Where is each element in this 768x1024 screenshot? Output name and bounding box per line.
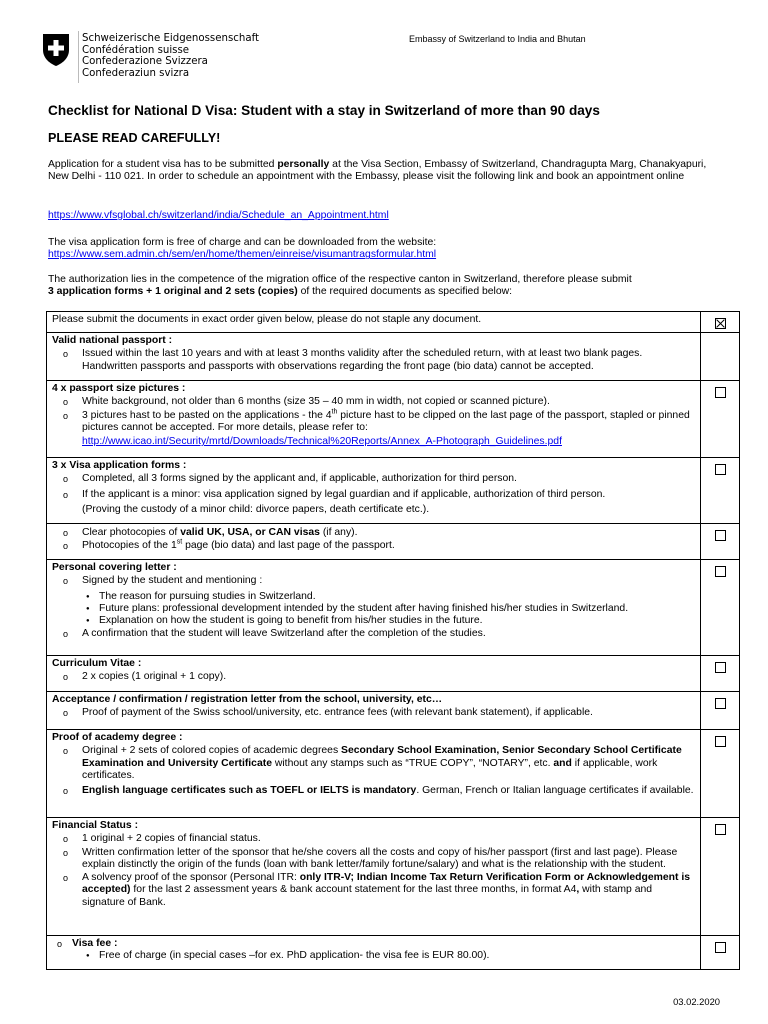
checkbox[interactable] <box>715 942 726 953</box>
text-bold: personally <box>277 159 330 170</box>
table-row <box>47 656 740 692</box>
checkbox-cell <box>701 730 740 818</box>
checkbox[interactable] <box>715 530 726 541</box>
form-download-link[interactable]: https://www.sem.admin.ch/sem/en/home/themen/einreise/visumantragsformular.html <box>48 249 437 261</box>
bullet-item: ● The reason for pursuing studies in Switzerland. <box>52 591 694 603</box>
superscript: st <box>176 538 183 546</box>
table-row <box>47 936 740 970</box>
note-text: (Proving the custody of a minor child: divorce papers, death certificate etc.). <box>82 503 430 515</box>
checkbox[interactable] <box>715 464 726 475</box>
text: at the Visa Section, Embassy of Switzerland, Chandragupta Marg, Chanakyapuri, New Delhi - 110 021. In order to schedule an appointment with the Embassy, please visit the following link and book an appointment online <box>48 159 707 183</box>
checkbox-cell <box>701 656 740 692</box>
checkbox-cell <box>701 333 740 381</box>
checkbox-cell <box>701 381 740 458</box>
checkbox-cell <box>701 692 740 730</box>
text: The visa application form is free of charge and can be downloaded from the website: <box>48 237 437 248</box>
text: Clear photocopies of <box>82 527 181 538</box>
text: Original + 2 sets of colored copies of academic degrees <box>82 745 342 757</box>
logo-line: Confederaziun svizra <box>82 67 190 79</box>
row-heading: Personal covering letter : <box>52 562 177 573</box>
table-cell <box>47 730 701 818</box>
text-bold: Secondary School Examination, Senior Secondary School Certificate Examination and University Certificate <box>82 745 682 769</box>
table-cell <box>47 560 701 656</box>
swiss-logo <box>41 33 71 67</box>
list-item <box>52 527 694 539</box>
table-row <box>47 560 740 656</box>
text: The authorization lies in the competence of the migration office of the respective canton in Switzerland, therefore please submit <box>48 274 632 285</box>
appointment-link[interactable]: https://www.vfsglobal.ch/switzerland/india/Schedule_an_Appointment.html <box>48 210 389 221</box>
table-row <box>47 458 740 524</box>
bullet-item: ● Future plans: professional development intended by the student after having finished his/her studies in Switzerland. <box>52 603 694 615</box>
text: if applicable, work certificates. <box>82 757 658 781</box>
swiss-shield-icon <box>41 33 71 67</box>
checked-checkbox[interactable] <box>715 318 726 329</box>
list-item: o Signed by the student and mentioning : <box>52 575 694 587</box>
checklist-table <box>46 311 740 970</box>
form-paragraph <box>48 237 724 262</box>
instruction-text: Please submit the documents in exact order given below, please do not staple any document. <box>52 314 482 325</box>
table-row <box>47 818 740 936</box>
table-cell <box>47 524 701 560</box>
confederation-names <box>82 33 259 79</box>
list-item: o Issued within the last 10 years and with at least 3 months validity after the scheduled return, with at least two blank pages. Handwritten passports and passports with observations regarding the front page (bio data) cannot be accepted. <box>52 348 694 373</box>
embassy-name: Embassy of Switzerland to India and Bhutan <box>409 34 586 44</box>
superscript: th <box>331 408 338 416</box>
list-item: o Completed, all 3 forms signed by the applicant and, if applicable, authorization for third person. <box>52 473 694 485</box>
text-bold: English language certificates such as TOEFL or IELTS is mandatory <box>82 785 417 797</box>
table-cell <box>47 936 701 970</box>
list-item: o Written confirmation letter of the sponsor that he/she covers all the costs and copy of his/her passport (first and last page). Please explain distinctly the origin of the funds (loan with bank letter/family fortune/salary) and what is the relationship with the student. <box>52 847 694 872</box>
text: without any stamps such as “TRUE COPY”, “NOTARY”, etc. <box>271 757 554 769</box>
text: . German, French or Italian language certificates if available. <box>416 785 694 797</box>
text: Application for a student visa has to be submitted <box>48 159 278 170</box>
checkbox-cell <box>701 524 740 560</box>
list-item <box>52 540 694 552</box>
checkbox-cell <box>701 818 740 936</box>
logo-line: Confédération suisse <box>82 44 190 56</box>
logo-line: Confederazione Svizzera <box>82 56 208 68</box>
list-item <box>52 410 694 435</box>
bullet-item: ● Explanation on how the student is going to benefit from his/her studies in the future. <box>52 615 694 627</box>
text: page (bio data) and last page of the passport. <box>182 540 395 552</box>
text: for the last 2 assessment years & bank account statement for the last three months, in format A4 <box>130 884 577 896</box>
table-cell <box>47 333 701 381</box>
intro-paragraph <box>48 159 724 184</box>
table-cell <box>47 692 701 730</box>
list-item: o White background, not older than 6 months (size 35 – 40 mm in width, not copied or scanned picture). <box>52 396 694 408</box>
logo-divider <box>78 31 79 83</box>
list-item <box>52 872 694 909</box>
checkbox-cell <box>701 458 740 524</box>
row-heading: 4 x passport size pictures : <box>52 383 186 394</box>
text-bold: valid UK, USA, or CAN visas <box>180 527 320 538</box>
table-cell <box>47 381 701 458</box>
document-date: 03.02.2020 <box>673 996 720 1007</box>
checkbox[interactable] <box>715 387 726 398</box>
checkbox[interactable] <box>715 698 726 709</box>
checkbox[interactable] <box>715 824 726 835</box>
table-row <box>47 312 740 333</box>
row-heading: Valid national passport : <box>52 335 173 346</box>
table-row <box>47 730 740 818</box>
table-row <box>47 692 740 730</box>
list-item: o A confirmation that the student will leave Switzerland after the completion of the studies. <box>52 628 694 640</box>
checkbox[interactable] <box>715 736 726 747</box>
row-heading: Acceptance / confirmation / registration letter from the school, university, etc… <box>52 694 443 705</box>
text: picture hast to be clipped on the last page of the passport, stapled or pinned pictures cannot be accepted. For more details, please refer to: <box>82 409 690 433</box>
checkbox[interactable] <box>715 566 726 577</box>
text: A solvency proof of the sponsor (Personal ITR: <box>82 872 300 884</box>
list-item <box>52 785 694 797</box>
text-bold: only ITR-V; Indian Income Tax Return Verification Form or Acknowledgement is accepted) <box>82 872 691 896</box>
list-item <box>52 745 694 782</box>
bullet-item: ● Free of charge (in special cases –for ex. PhD application- the visa fee is EUR 80.00). <box>52 950 694 962</box>
please-read-heading: PLEASE READ CAREFULLY! <box>48 131 221 145</box>
list-item: o 1 original + 2 copies of financial status. <box>52 833 694 845</box>
list-item: o Proof of payment of the Swiss school/university, etc. entrance fees (with relevant bank statement), if applicable. <box>52 707 694 719</box>
logo-line: Schweizerische Eidgenossenschaft <box>82 33 259 44</box>
checkbox-cell <box>701 312 740 333</box>
page-title: Checklist for National D Visa: Student with a stay in Switzerland of more than 90 days <box>48 103 600 118</box>
table-row <box>47 333 740 381</box>
text-bold: , <box>576 884 580 896</box>
text: 3 pictures hast to be pasted on the applications - the 4 <box>82 409 332 421</box>
row-heading: o Visa fee : <box>52 938 694 950</box>
table-row <box>47 381 740 458</box>
table-cell <box>47 656 701 692</box>
text-bold: and <box>553 757 572 769</box>
text: Photocopies of the 1 <box>82 540 177 552</box>
table-cell <box>47 458 701 524</box>
appointment-link-row <box>48 210 724 222</box>
checkbox-cell <box>701 936 740 970</box>
icao-guidelines-link[interactable]: http://www.icao.int/Security/mrtd/Downloads/Technical%20Reports/Annex_A-Photograph_Guidelines.pdf <box>82 436 562 448</box>
row-heading: Proof of academy degree : <box>52 732 183 743</box>
table-cell <box>47 312 701 333</box>
table-row <box>47 524 740 560</box>
row-heading: Financial Status : <box>52 820 139 831</box>
text: of the required documents as specified below: <box>297 286 513 298</box>
text: (if any). <box>319 527 358 538</box>
text-bold: 3 application forms + 1 original and 2 sets (copies) <box>48 286 298 298</box>
row-heading: Curriculum Vitae : <box>52 658 142 669</box>
list-item: o 2 x copies (1 original + 1 copy). <box>52 671 694 683</box>
text: with stamp and signature of Bank. <box>82 884 653 908</box>
list-item: o If the applicant is a minor: visa application signed by legal guardian and if applicable, authorization of third person. <box>52 489 694 501</box>
row-heading: 3 x Visa application forms : <box>52 460 187 471</box>
checkbox[interactable] <box>715 662 726 673</box>
table-cell <box>47 818 701 936</box>
authorization-paragraph <box>48 274 724 299</box>
checkbox-cell <box>701 560 740 656</box>
